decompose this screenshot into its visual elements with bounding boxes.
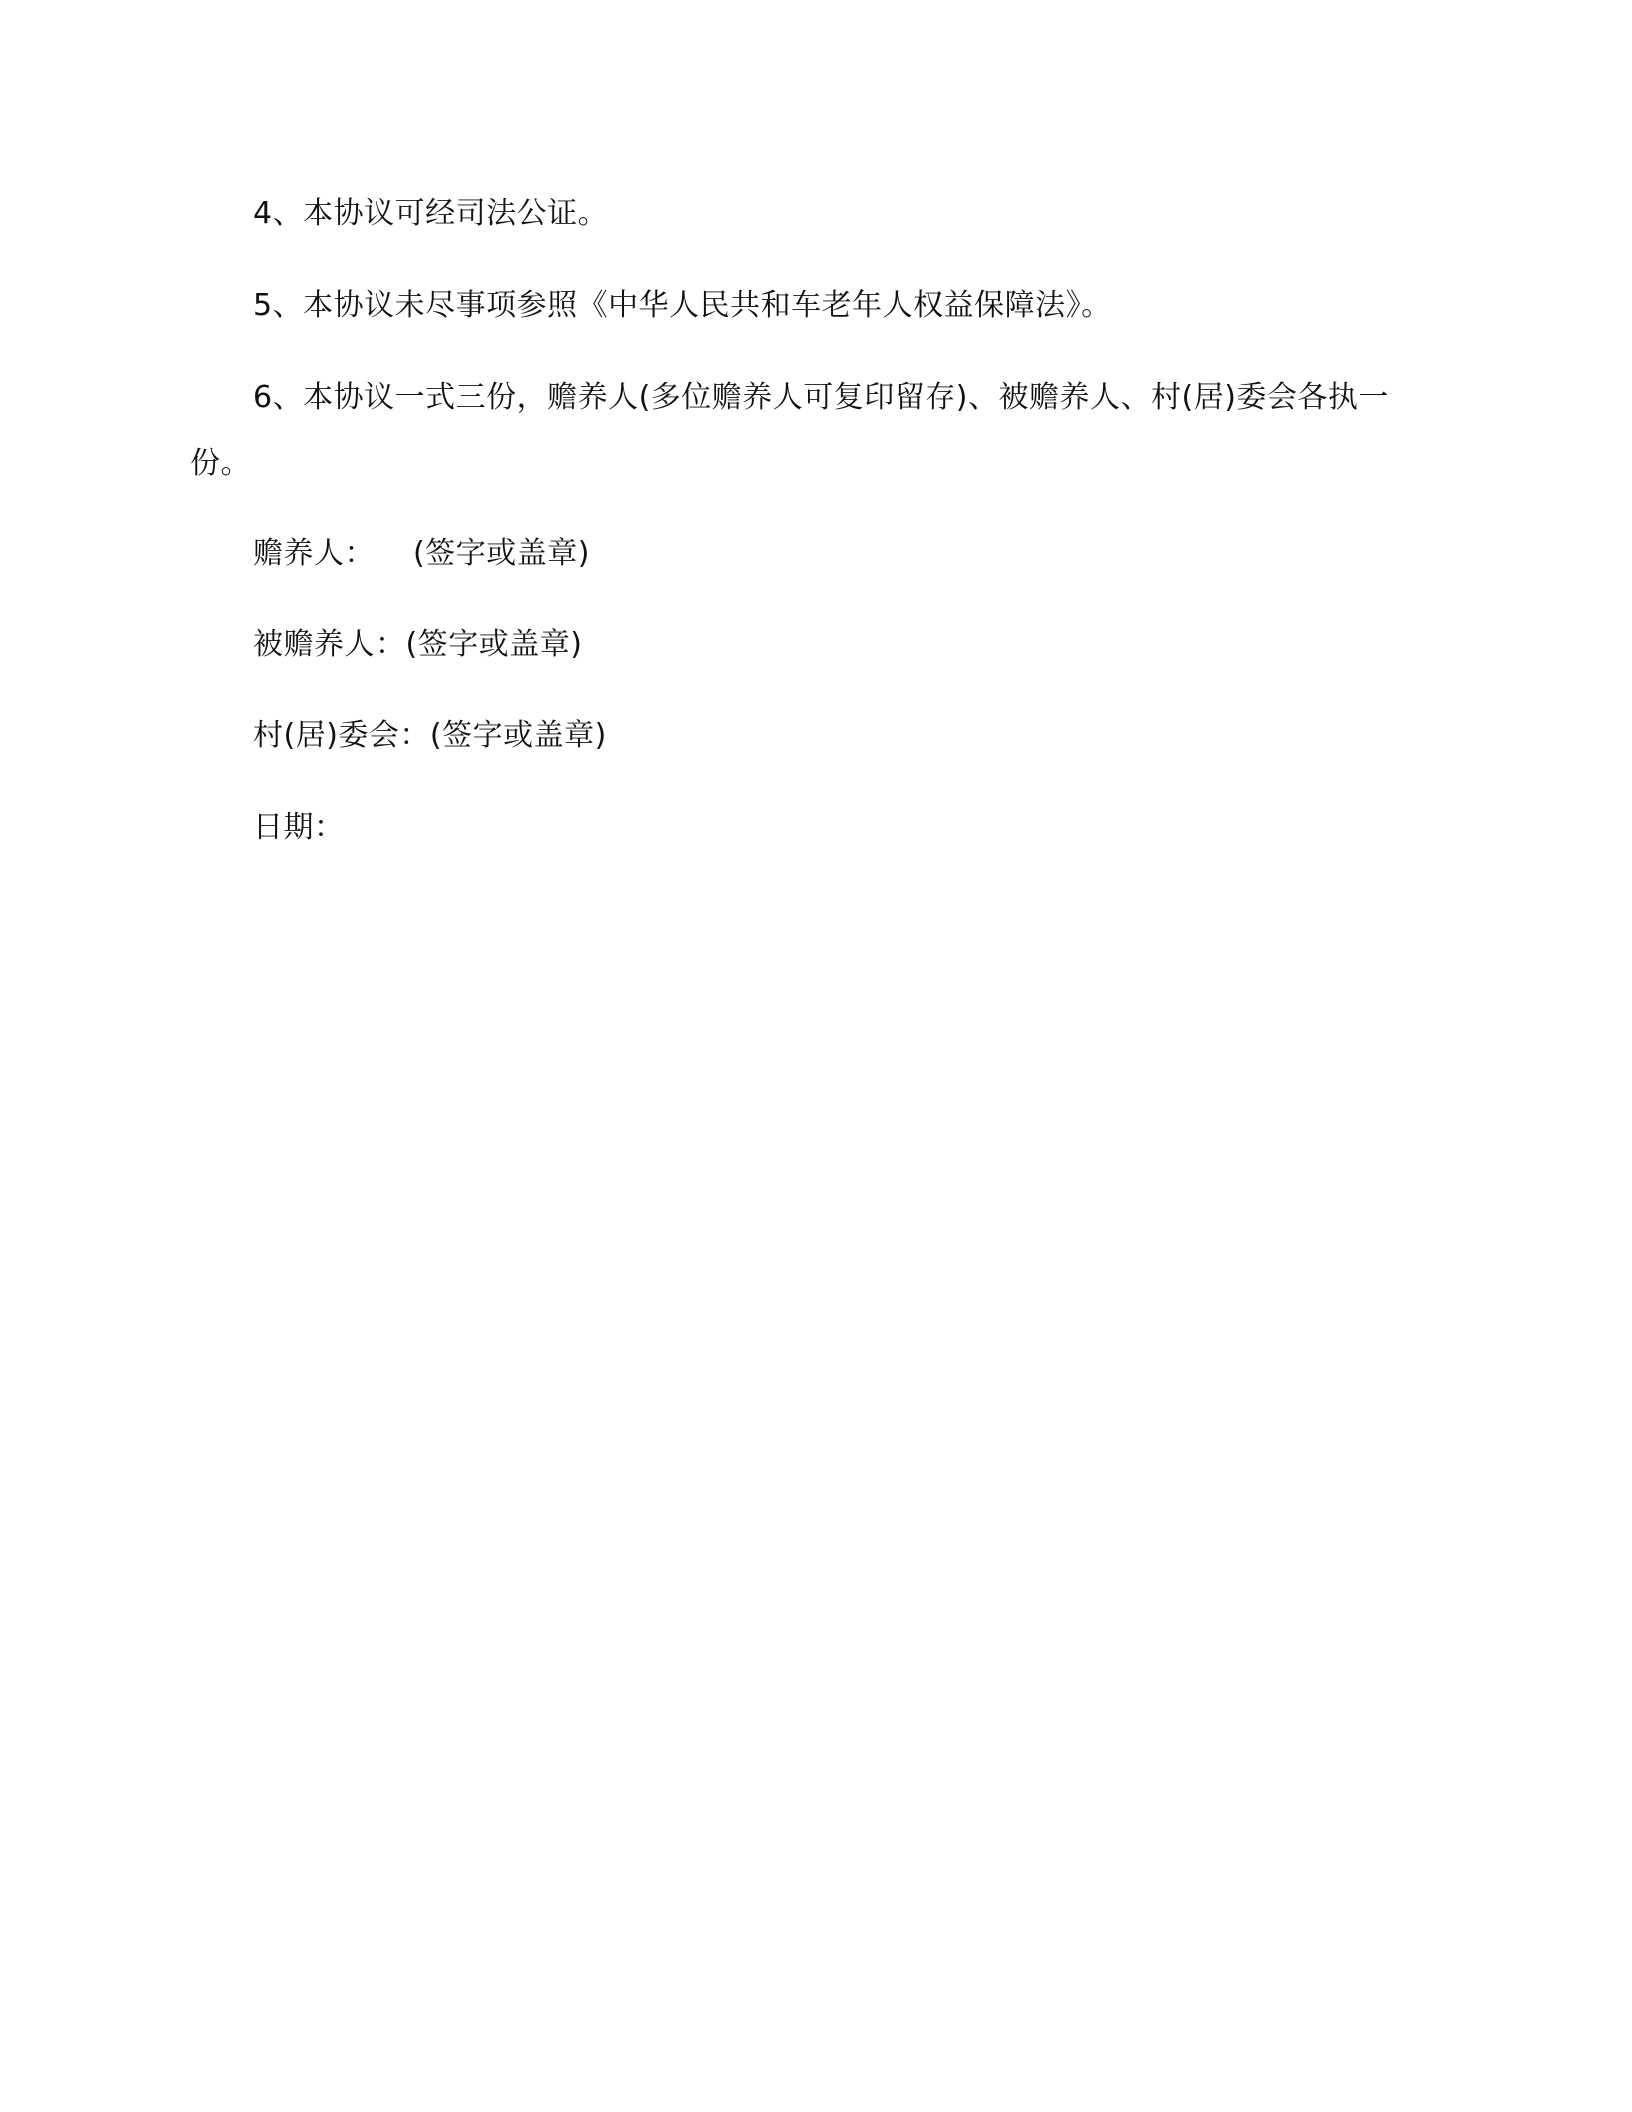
clause-4: 4、本协议可经司法公证。 — [253, 196, 609, 231]
signature-supporter — [253, 534, 590, 574]
signature-committee — [253, 716, 607, 756]
signature-supported — [253, 625, 582, 665]
signature-label: 村(居)委会： — [253, 718, 430, 753]
clause-6-line-2: 份。 — [190, 446, 251, 481]
clause-5: 5、本协议未尽事项参照《中华人民共和车老年人权益保障法》。 — [253, 288, 1112, 323]
signature-note: (签字或盖章) — [405, 627, 583, 662]
signature-note: (签字或盖章) — [429, 718, 607, 753]
signature-label: 赡养人： — [253, 536, 375, 571]
signature-label: 被赡养人： — [253, 627, 406, 662]
date-label: 日期： — [253, 810, 345, 845]
clause-6-line-1: 6、本协议一式三份，赡养人(多位赡养人可复印留存)、被赡养人、村(居)委会各执一 — [253, 380, 1389, 415]
signature-note: (签字或盖章) — [413, 536, 590, 571]
